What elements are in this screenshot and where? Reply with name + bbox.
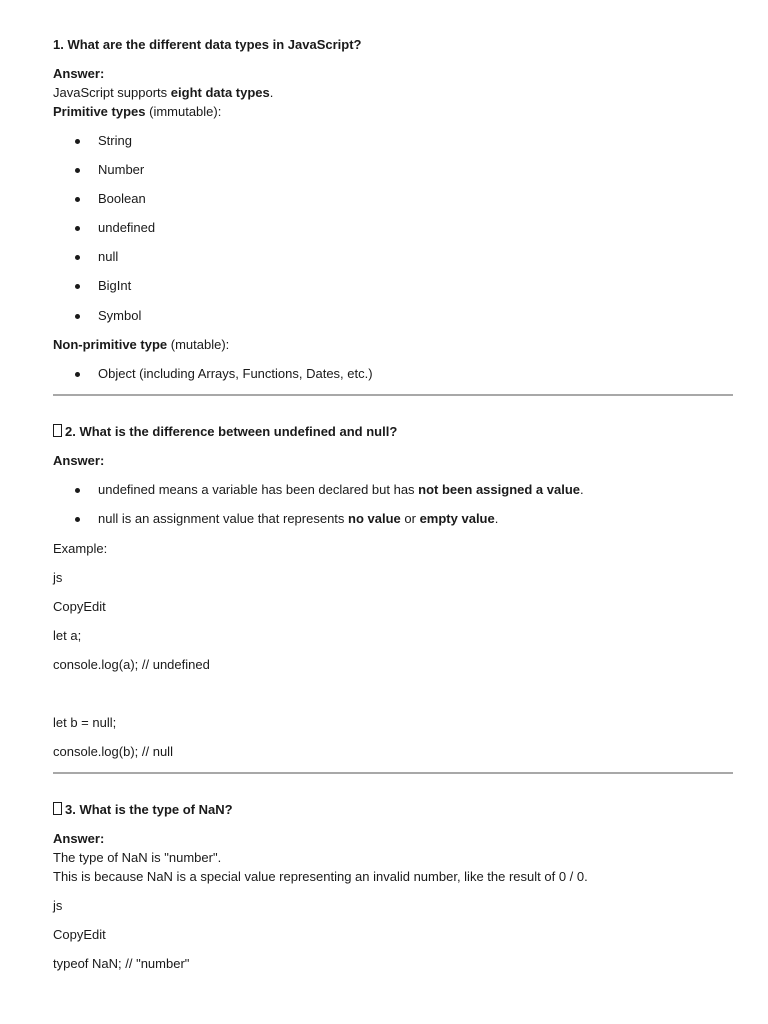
list-item: String xyxy=(98,133,132,148)
list-item: Object (including Arrays, Functions, Dates, etc.) xyxy=(98,366,373,381)
bullet xyxy=(75,488,80,493)
bullet xyxy=(75,168,80,173)
list-item: null is an assignment value that represents no value or empty value. xyxy=(98,511,499,526)
q3-answer-label: Answer: xyxy=(53,831,105,846)
bullet xyxy=(75,517,80,522)
code-line: console.log(b); // null xyxy=(53,744,173,759)
code-line: let a; xyxy=(53,628,82,643)
copy-edit-label: CopyEdit xyxy=(53,927,106,942)
q3-title: 3. What is the type of NaN? xyxy=(53,802,233,818)
q2-answer-label: Answer: xyxy=(53,453,105,468)
bullet xyxy=(75,372,80,377)
section-divider xyxy=(53,394,733,396)
q1-answer-label: Answer: xyxy=(53,66,105,81)
bullet xyxy=(75,226,80,231)
q1-title: 1. What are the different data types in JavaScript? xyxy=(53,37,362,52)
bullet xyxy=(75,255,80,260)
q2-title: 2. What is the difference between undefined and null? xyxy=(53,424,397,440)
bullet xyxy=(75,284,80,289)
list-item: undefined xyxy=(98,220,156,235)
code-line: let b = null; xyxy=(53,715,117,730)
list-item: null xyxy=(98,249,119,264)
bullet xyxy=(75,139,80,144)
list-item: BigInt xyxy=(98,278,132,293)
list-item: Number xyxy=(98,162,145,177)
code-lang-label: js xyxy=(53,570,63,585)
list-item: Symbol xyxy=(98,308,142,323)
section-divider xyxy=(53,772,733,774)
q3-line1: The type of NaN is "number". xyxy=(53,850,222,865)
q2-example-label: Example: xyxy=(53,541,108,556)
q3-line2: This is because NaN is a special value representing an invalid number, like the result of 0 / 0. xyxy=(53,869,588,884)
code-line: console.log(a); // undefined xyxy=(53,657,210,672)
missing-glyph-icon xyxy=(53,802,62,815)
list-item: Boolean xyxy=(98,191,146,206)
code-lang-label: js xyxy=(53,898,63,913)
q1-nonprimitive-heading: Non-primitive type (mutable): xyxy=(53,337,230,352)
code-line: typeof NaN; // "number" xyxy=(53,956,190,971)
missing-glyph-icon xyxy=(53,424,62,437)
bullet xyxy=(75,197,80,202)
copy-edit-label: CopyEdit xyxy=(53,599,106,614)
bullet xyxy=(75,314,80,319)
q1-intro: JavaScript supports eight data types. xyxy=(53,85,274,100)
list-item: undefined means a variable has been declared but has not been assigned a value. xyxy=(98,482,584,497)
q1-primitive-heading: Primitive types (immutable): xyxy=(53,104,222,119)
